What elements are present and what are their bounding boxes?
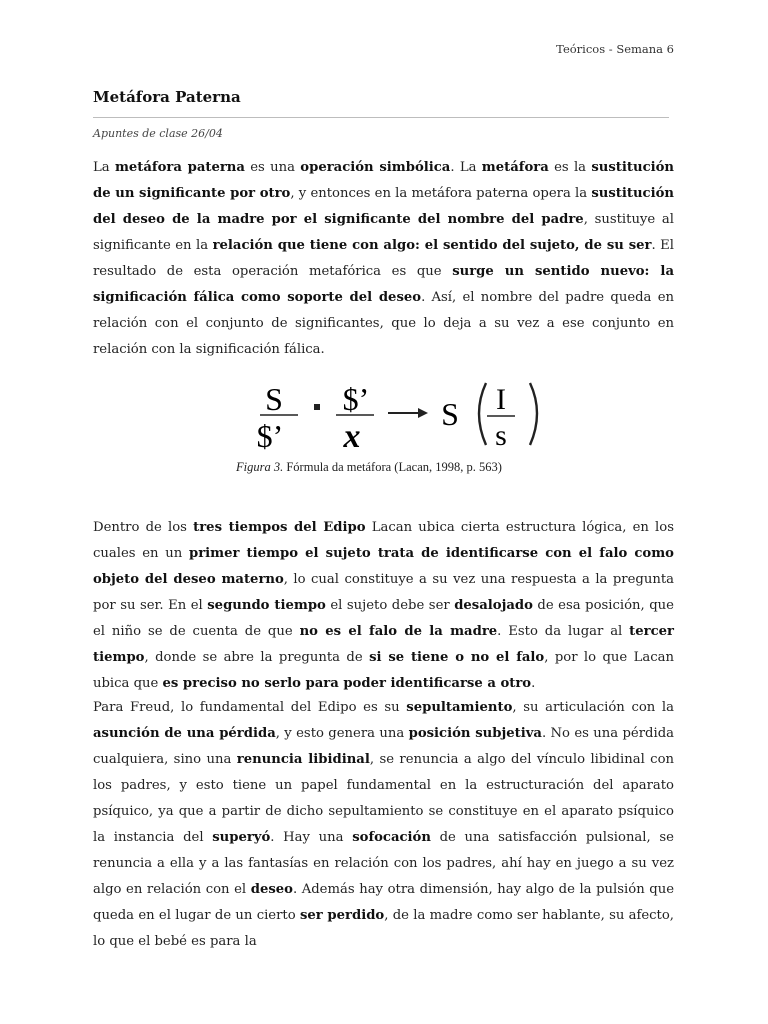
text-run: , y entonces en la metáfora paterna opera la: [290, 186, 592, 201]
text-run: . Hay una: [270, 830, 353, 845]
formula-I: I: [496, 383, 506, 416]
text-run: . Así, el nombre del padre queda en relación con el conjunto de significantes, que lo deja a su vez a ese conjunto en relación con la significación fálica.: [93, 290, 674, 357]
bold-phrase: sustitución del deseo de la madre por el significante del nombre del padre: [93, 186, 674, 227]
arrow-head: [418, 408, 428, 418]
formula-x: x: [343, 418, 361, 455]
bold-phrase: deseo: [250, 882, 293, 897]
title-divider: [93, 117, 669, 118]
text-run: . El resultado de esta operación metafórica es que: [93, 238, 675, 279]
text-run: el sujeto debe ser: [325, 598, 455, 613]
bold-phrase: surge un sentido nuevo: la significación fálica como soporte del deseo: [93, 264, 674, 305]
bold-phrase: no es el falo de la madre: [299, 624, 498, 639]
text-run: , y esto genera una: [275, 726, 409, 741]
bold-phrase: desalojado: [454, 598, 533, 613]
bold-phrase: primer tiempo el sujeto trata de identificarse con el falo como objeto del deseo materno: [93, 546, 674, 587]
text-run: La: [93, 160, 115, 175]
text-run: , lo cual constituye a su vez una respuesta a la pregunta por su ser. En el: [93, 572, 675, 613]
bold-phrase: asunción de una pérdida: [93, 726, 276, 741]
bold-phrase: posición subjetiva: [408, 726, 542, 741]
text-run: , por lo que Lacan ubica que: [93, 650, 674, 691]
bold-phrase: sofocación: [352, 830, 431, 845]
bold-phrase: metáfora paterna: [114, 160, 245, 175]
text-run: , donde se abre la pregunta de: [144, 650, 370, 665]
bold-phrase: es preciso no serlo para poder identificarse a otro: [162, 676, 532, 691]
text-run: Dentro de los: [93, 520, 194, 535]
bold-phrase: sustitución de un significante por otro: [93, 160, 675, 201]
bold-phrase: relación que tiene con algo: el sentido del sujeto, de su ser: [212, 238, 652, 253]
text-run: es una: [244, 160, 301, 175]
bold-phrase: tres tiempos del Edipo: [193, 520, 366, 535]
text-run: , su articulación con la: [512, 700, 674, 715]
formula-s: s: [495, 419, 507, 452]
text-run: es la: [548, 160, 592, 175]
text-run: . No es una pérdida cualquiera, sino una: [93, 726, 674, 767]
text-run: de esa posición, que el niño se de cuenta de que: [93, 598, 674, 639]
text-run: de una satisfacción pulsional, se renuncia a ella y a las fantasías en relación con los padres, ahí hay en juego a su vez algo en relación con el: [93, 830, 674, 897]
figure-caption-label: Figura 3.: [236, 460, 284, 474]
bold-phrase: operación simbólica: [300, 160, 451, 175]
formula-S-top: S: [265, 381, 283, 417]
right-parenthesis: [530, 383, 537, 445]
paragraph-tiempos-edipo: [93, 515, 674, 697]
text-run: Lacan ubica cierta estructura lógica, en los cuales en un: [93, 520, 674, 561]
bold-phrase: metáfora: [481, 160, 549, 175]
bold-phrase: ser perdido: [299, 908, 385, 923]
text-run: . Esto da lugar al: [497, 624, 630, 639]
formula-S-barred-top: $’: [342, 381, 370, 417]
text-run: .: [531, 676, 536, 691]
formula-S-barred-bottom: $’: [256, 418, 284, 454]
paragraph-metafora: [93, 155, 674, 363]
figure-caption: [236, 460, 502, 475]
multiplication-dot: [314, 404, 320, 410]
page-title: Metáfora Paterna: [93, 88, 241, 106]
bold-phrase: segundo tiempo: [207, 598, 326, 613]
figure-caption-text: Fórmula da metáfora (Lacan, 1998, p. 563): [286, 460, 502, 474]
text-run: . Además hay otra dimensión, hay algo de la pulsión que queda en el lugar de un cierto: [93, 882, 674, 923]
bold-phrase: sepultamiento: [406, 700, 513, 715]
bold-phrase: renuncia libidinal: [236, 752, 370, 767]
paragraph-freud-sepultamiento: [93, 695, 674, 955]
formula-S-result: S: [441, 396, 459, 432]
running-header: Teóricos - Semana 6: [556, 42, 674, 56]
text-run: . La: [450, 160, 482, 175]
bold-phrase: superyó: [212, 830, 271, 845]
bold-phrase: si se tiene o no el falo: [369, 650, 545, 665]
text-run: , de la madre como ser hablante, su afecto, lo que el bebé es para la: [93, 908, 674, 949]
page-subtitle: Apuntes de clase 26/04: [93, 127, 223, 140]
bold-phrase: tercer tiempo: [93, 624, 674, 665]
text-run: , sustituye al significante en la: [93, 212, 674, 253]
left-parenthesis: [479, 383, 486, 445]
text-run: Para Freud, lo fundamental del Edipo es su: [93, 700, 407, 715]
text-run: , se renuncia a algo del vínculo libidinal con los padres, y esto tiene un papel fundamental en la estructuración del aparato psíquico, ya que a partir de dicho sepultamiento se constituye en el aparato psíquico la instancia del: [93, 752, 674, 845]
